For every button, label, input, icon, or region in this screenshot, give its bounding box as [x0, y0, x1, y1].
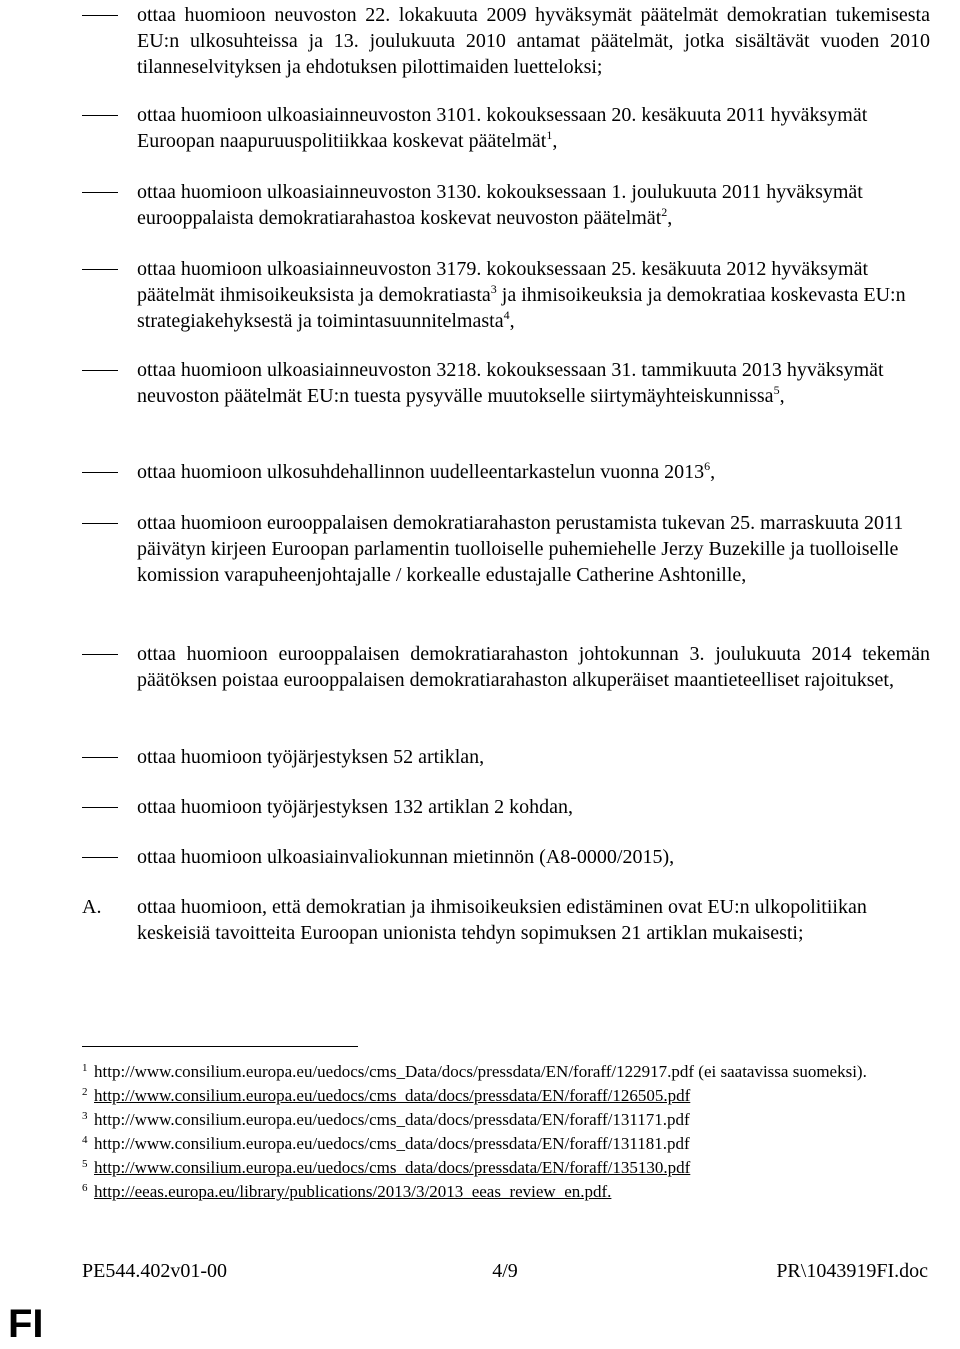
- footnote-link[interactable]: http://www.consilium.europa.eu/uedocs/cms_data/docs/pressdata/EN/foraff/126505.pdf: [94, 1086, 691, 1105]
- footnote-link[interactable]: http://www.consilium.europa.eu/uedocs/cms_data/docs/pressdata/EN/foraff/131171.pdf: [94, 1110, 690, 1129]
- list-item-text: ottaa huomioon ulkoasiainneuvoston 3101. kokouksessaan 20. kesäkuuta 2011 hyväksymät Euroopan naapuruuspolitiikkaa koskevat päätelmät: [137, 104, 868, 152]
- list-item: [82, 794, 930, 820]
- list-item-text: ottaa huomioon ulkoasiainneuvoston 3130. kokouksessaan 1. joulukuuta 2011 hyväksymät eurooppalaista demokratiarahastoa koskevat neuvoston päätelmät: [137, 181, 863, 229]
- footnote-link[interactable]: http://www.consilium.europa.eu/uedocs/cms_data/docs/pressdata/EN/foraff/135130.pdf: [94, 1158, 691, 1177]
- list-item-text: ottaa huomioon neuvoston 22. lokakuuta 2009 hyväksymät päätelmät demokratian tukemisesta EU:n ulkosuhteissa ja 13. joulukuuta 2010 antamat päätelmät, jotka sisältävät vuoden 2010 tilanneselvityksen ja ehdotuksen pilottimaiden luetteloksi;: [137, 4, 930, 78]
- footnote-ref[interactable]: 4: [503, 308, 510, 322]
- punctuation: ,: [667, 207, 673, 229]
- footnote: 2 http://www.consilium.europa.eu/uedocs/cms_data/docs/pressdata/EN/foraff/126505.pdf: [82, 1086, 691, 1105]
- list-item: [82, 256, 930, 334]
- footnote-ref[interactable]: 2: [661, 205, 668, 219]
- file-name: PR\1043919FI.doc: [776, 1260, 928, 1282]
- footnotes: [82, 1060, 882, 1204]
- punctuation: ,: [509, 310, 515, 332]
- list-item-text: ottaa huomioon ulkoasiainneuvoston 3179. kokouksessaan 25. kesäkuuta 2012 hyväksymät päätelmät ihmisoikeuksista ja demokratiasta: [137, 258, 869, 306]
- list-item: [82, 641, 930, 693]
- list-item-text: ottaa huomioon eurooppalaisen demokratiarahaston johtokunnan 3. joulukuuta 2014 tekemän päätöksen poistaa eurooppalaisen demokratiarahaston alkuperäiset maantieteelliset rajoitukset,: [137, 643, 930, 691]
- list-item: [82, 459, 930, 485]
- language-code: FI: [8, 1302, 44, 1346]
- list-item: [82, 844, 930, 870]
- footnote: 3 http://www.consilium.europa.eu/uedocs/cms_data/docs/pressdata/EN/foraff/131171.pdf: [82, 1110, 690, 1129]
- footnote: 4 http://www.consilium.europa.eu/uedocs/cms_data/docs/pressdata/EN/foraff/131181.pdf: [82, 1134, 690, 1153]
- recital-text: ottaa huomioon, että demokratian ja ihmisoikeuksien edistäminen ovat EU:n ulkopolitiikan keskeisiä tavoitteita Euroopan unionista tehdyn sopimuksen 21 artiklan mukaisesti;: [137, 896, 867, 944]
- list-item-text: ottaa huomioon ulkoasiainvaliokunnan mietinnön (A8-0000/2015),: [137, 846, 675, 868]
- list-item-text: ottaa huomioon eurooppalaisen demokratiarahaston perustamista tukevan 25. marraskuuta 2011 päivätyn kirjeen Euroopan parlamentin tuolloiselle puhemiehelle Jerzy Buzekille ja tuolloiselle komission varapuheenjohtajalle / korkealle edustajalle Catherine Ashtonille,: [137, 512, 904, 586]
- list-item: [82, 2, 930, 80]
- list-item-text: ottaa huomioon ulkosuhdehallinnon uudelleentarkastelun vuonna 2013: [137, 461, 705, 483]
- footnote-separator: [82, 1046, 358, 1047]
- punctuation: ,: [552, 130, 558, 152]
- punctuation: ,: [710, 461, 716, 483]
- list-item: [82, 510, 930, 588]
- recital-item: [82, 894, 930, 946]
- punctuation: ,: [779, 385, 785, 407]
- footnote-ref[interactable]: 6: [704, 459, 711, 473]
- list-item-text: ottaa huomioon työjärjestyksen 132 artiklan 2 kohdan,: [137, 796, 574, 818]
- footnote-link[interactable]: http://eeas.europa.eu/library/publications/2013/3/2013_eeas_review_en.pdf.: [94, 1182, 612, 1201]
- footnote-link[interactable]: http://www.consilium.europa.eu/uedocs/cms_Data/docs/pressdata/EN/foraff/122917.pdf (ei saatavissa suomeksi).: [94, 1062, 867, 1081]
- footnote: 5 http://www.consilium.europa.eu/uedocs/cms_data/docs/pressdata/EN/foraff/135130.pdf: [82, 1158, 691, 1177]
- list-item-text: ottaa huomioon ulkoasiainneuvoston 3218. kokouksessaan 31. tammikuuta 2013 hyväksymät neuvoston päätelmät EU:n tuesta pysyvälle muutokselle siirtymäyhteiskunnissa: [137, 359, 884, 407]
- list-item: [82, 179, 930, 231]
- footnote: 1 http://www.consilium.europa.eu/uedocs/cms_Data/docs/pressdata/EN/foraff/122917.pdf (ei saatavissa suomeksi).: [82, 1062, 867, 1081]
- list-item: [82, 357, 930, 409]
- footnote-ref[interactable]: 5: [773, 383, 780, 397]
- footnote-link[interactable]: http://www.consilium.europa.eu/uedocs/cms_data/docs/pressdata/EN/foraff/131181.pdf: [94, 1134, 690, 1153]
- page-footer: [82, 1260, 928, 1288]
- page-number: 4/9: [492, 1260, 518, 1282]
- list-item: [82, 102, 930, 154]
- footnote: 6 http://eeas.europa.eu/library/publications/2013/3/2013_eeas_review_en.pdf.: [82, 1182, 612, 1201]
- footnote-ref[interactable]: 1: [546, 128, 553, 142]
- list-item-text: ja ihmisoikeuksia ja demokratiaa koskevasta EU:n strategiakehyksestä ja toimintasuunnitelmasta: [137, 284, 906, 332]
- footnote-ref[interactable]: 3: [490, 282, 497, 296]
- recital-marker: A.: [82, 896, 102, 918]
- list-item: [82, 744, 930, 770]
- list-item-text: ottaa huomioon työjärjestyksen 52 artiklan,: [137, 746, 485, 768]
- document-reference: PE544.402v01-00: [82, 1260, 227, 1282]
